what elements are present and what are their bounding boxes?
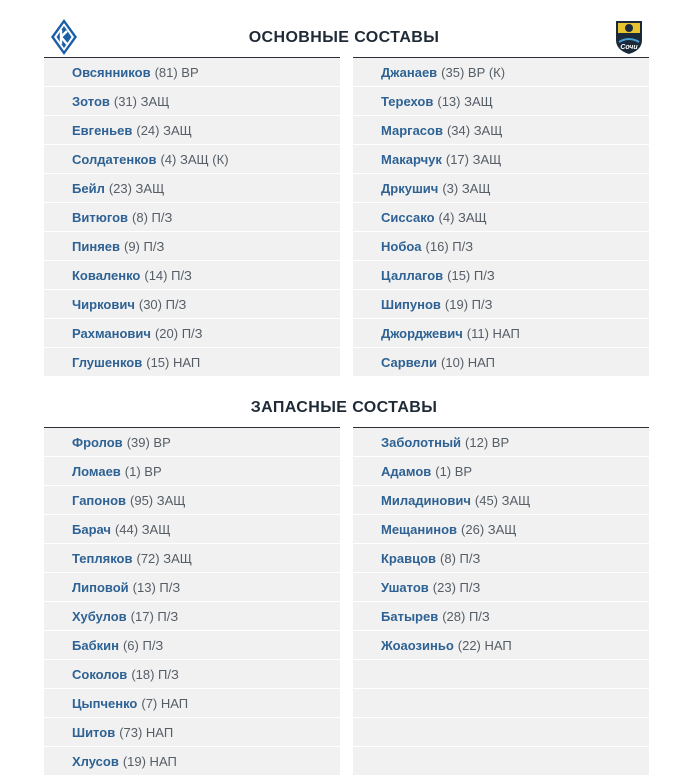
player-number-position: (12) ВР [465, 434, 510, 450]
player-name[interactable]: Ломаев [72, 463, 121, 479]
player-row [44, 747, 340, 775]
player-name[interactable]: Адамов [381, 463, 432, 479]
player-row [44, 232, 340, 260]
player-name[interactable]: Дркушич [381, 180, 439, 196]
player-number-position: (17) П/З [130, 608, 179, 624]
player-number-position: (44) ЗАЩ [114, 521, 171, 537]
player-number-position: (17) ЗАЩ [445, 151, 502, 167]
player-name[interactable]: Витюгов [72, 209, 129, 225]
player-number-position: (15) П/З [447, 267, 495, 283]
player-row [44, 261, 340, 289]
player-name[interactable]: Барач [72, 521, 111, 537]
main-lineups-title: ОСНОВНЫЕ СОСТАВЫ [248, 29, 440, 46]
player-name[interactable]: Пиняев [72, 238, 120, 254]
player-number-position: (22) НАП [457, 637, 512, 653]
player-row [44, 457, 340, 485]
player-row [44, 203, 340, 231]
player-row [353, 174, 649, 202]
player-row [44, 486, 340, 514]
player-name[interactable]: Миладинович [381, 492, 471, 508]
player-row [44, 145, 340, 173]
player-row [353, 602, 649, 630]
player-name[interactable]: Сарвели [381, 354, 438, 370]
player-row [353, 232, 649, 260]
player-number-position: (73) НАП [119, 724, 174, 740]
player-name[interactable]: Бабкин [72, 637, 119, 653]
player-name[interactable]: Фролов [72, 434, 123, 450]
player-number-position: (14) П/З [144, 267, 192, 283]
player-row [44, 602, 340, 630]
player-number-position: (15) НАП [146, 354, 201, 370]
player-number-position: (11) НАП [466, 325, 520, 341]
player-row [44, 290, 340, 318]
player-name[interactable]: Шипунов [381, 296, 441, 312]
subs-away-list [353, 427, 649, 776]
player-row [353, 261, 649, 289]
empty-row [353, 747, 649, 775]
player-row [353, 116, 649, 144]
player-name[interactable]: Чиркович [72, 296, 135, 312]
player-name[interactable]: Терехов [381, 93, 434, 109]
player-row [353, 145, 649, 173]
player-row [353, 457, 649, 485]
player-number-position: (34) ЗАЩ [446, 122, 503, 138]
player-name[interactable]: Зотов [72, 93, 110, 109]
player-row [353, 203, 649, 231]
player-name[interactable]: Соколов [72, 666, 128, 682]
player-number-position: (13) П/З [132, 579, 181, 595]
sochi-logo-text: Сочи [620, 44, 638, 51]
player-name[interactable]: Заболотный [381, 434, 462, 450]
player-name[interactable]: Цаллагов [381, 267, 444, 283]
player-name[interactable]: Евгеньев [72, 122, 133, 138]
player-row [353, 290, 649, 318]
player-row [353, 573, 649, 601]
player-number-position: (8) П/З [440, 550, 481, 566]
player-row [353, 428, 649, 456]
player-number-position: (95) ЗАЩ [130, 492, 186, 508]
player-number-position: (20) П/З [154, 325, 203, 341]
player-name[interactable]: Шитов [72, 724, 116, 740]
player-number-position: (45) ЗАЩ [474, 492, 531, 508]
player-name[interactable]: Жоаозиньо [381, 637, 454, 653]
player-number-position: (4) ЗАЩ (К) [160, 151, 229, 167]
player-row [44, 116, 340, 144]
player-row [353, 87, 649, 115]
player-row [44, 660, 340, 688]
player-row [353, 319, 649, 347]
player-number-position: (8) П/З [132, 209, 173, 225]
player-number-position: (7) НАП [141, 695, 189, 711]
player-name[interactable]: Кравцов [381, 550, 437, 566]
empty-row [353, 660, 649, 688]
player-number-position: (23) П/З [432, 579, 481, 595]
player-name[interactable]: Хлусов [72, 753, 119, 769]
player-number-position: (1) ВР [435, 463, 473, 479]
player-row [353, 631, 649, 659]
player-row [44, 718, 340, 746]
player-row [353, 486, 649, 514]
empty-row [353, 718, 649, 746]
player-name[interactable]: Сиссако [381, 209, 435, 225]
player-number-position: (4) ЗАЩ [438, 209, 487, 225]
player-row [44, 87, 340, 115]
player-row [353, 348, 649, 376]
main-home-list [44, 57, 340, 377]
player-number-position: (26) ЗАЩ [461, 521, 517, 537]
player-row [44, 573, 340, 601]
empty-row [353, 689, 649, 717]
player-name[interactable]: Нобоа [381, 238, 422, 254]
player-name[interactable]: Макарчук [381, 151, 442, 167]
player-name[interactable]: Ушатов [381, 579, 429, 595]
player-name[interactable]: Липовой [72, 579, 129, 595]
player-name[interactable]: Коваленко [72, 267, 141, 283]
player-name[interactable]: Цыпченко [72, 695, 138, 711]
player-name[interactable]: Солдатенков [72, 151, 157, 167]
player-number-position: (35) ВР (К) [441, 64, 506, 80]
player-number-position: (9) П/З [124, 238, 165, 254]
player-row [353, 515, 649, 543]
player-row [44, 515, 340, 543]
player-number-position: (23) ЗАЩ [108, 180, 165, 196]
player-name[interactable]: Рахманович [72, 325, 151, 341]
player-number-position: (19) НАП [122, 753, 177, 769]
player-name[interactable]: Тепляков [72, 550, 133, 566]
player-name[interactable]: Гапонов [72, 492, 127, 508]
player-row [44, 58, 340, 86]
player-row [44, 319, 340, 347]
player-name[interactable]: Маргасов [381, 122, 443, 138]
player-row [353, 544, 649, 572]
player-number-position: (28) П/З [442, 608, 490, 624]
player-number-position: (6) П/З [122, 637, 164, 653]
player-number-position: (72) ЗАЩ [136, 550, 192, 566]
player-row [44, 631, 340, 659]
player-number-position: (1) ВР [124, 463, 162, 479]
player-number-position: (19) П/З [444, 296, 493, 312]
player-number-position: (13) ЗАЩ [437, 93, 493, 109]
player-name[interactable]: Хубулов [72, 608, 127, 624]
player-number-position: (24) ЗАЩ [136, 122, 192, 138]
player-name[interactable]: Джорджевич [381, 325, 463, 341]
player-number-position: (18) П/З [131, 666, 179, 682]
player-name[interactable]: Глушенков [72, 354, 143, 370]
player-number-position: (16) П/З [425, 238, 474, 254]
main-away-list [353, 57, 649, 377]
subs-lineups-title: ЗАПАСНЫЕ СОСТАВЫ [250, 399, 438, 416]
player-name[interactable]: Бейл [72, 180, 105, 196]
player-row [353, 58, 649, 86]
player-number-position: (31) ЗАЩ [113, 93, 170, 109]
player-row [44, 174, 340, 202]
player-name[interactable]: Джанаев [381, 64, 438, 80]
player-row [44, 428, 340, 456]
player-name[interactable]: Мещанинов [381, 521, 458, 537]
player-row [44, 348, 340, 376]
player-number-position: (10) НАП [441, 354, 496, 370]
player-name[interactable]: Овсянников [72, 64, 151, 80]
subs-home-list [44, 427, 340, 776]
player-number-position: (81) ВР [154, 64, 199, 80]
player-row [44, 544, 340, 572]
player-name[interactable]: Батырев [381, 608, 439, 624]
player-number-position: (30) П/З [138, 296, 187, 312]
player-number-position: (3) ЗАЩ [442, 180, 491, 196]
player-number-position: (39) ВР [126, 434, 171, 450]
player-row [44, 689, 340, 717]
